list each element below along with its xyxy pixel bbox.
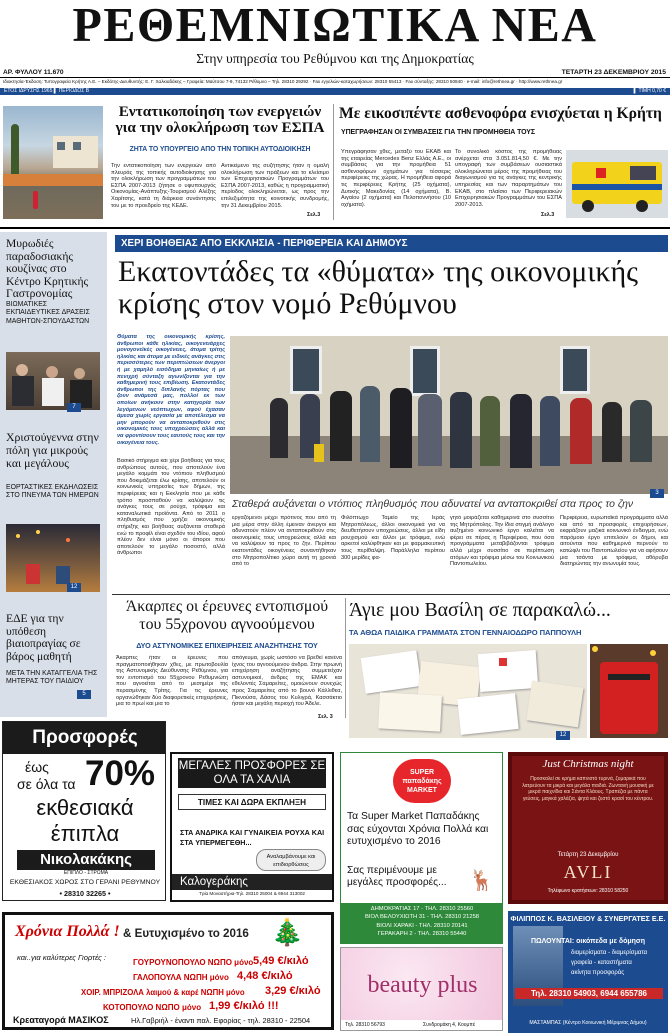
issue-number: ΑΡ. ΦΥΛΛΟΥ 11.670 [3, 69, 64, 76]
butcher-item2: ΓΑΛΟΠΟΥΛΑ ΝΩΠΗ μόνο [133, 973, 229, 982]
realestate-ad[interactable] [508, 911, 668, 1033]
ambulance-headline: Με εικοσιπέντε ασθενοφόρα ενισχύεται η Κρήτη [339, 106, 662, 122]
main-photo-caption: Σταθερά αυξάνεται ο ντόπιος πληθυσμός που αδυνατεί να ανταποκριθεί στα προς το ζην [232, 499, 634, 510]
reindeer-icon: 🦌 [469, 870, 494, 892]
furniture-ad-tel: • 28310 32265 • [59, 889, 111, 898]
realestate-l3: γραφεία - καταστήματα [571, 960, 632, 966]
christmas-night-date: Τετάρτη 23 Δεκεμβρίου [557, 852, 619, 858]
furniture-ad-brand: Νικολακάκης [17, 850, 155, 870]
santa-headline: Άγιε μου Βασίλη σε παρακαλώ... [349, 599, 611, 621]
butcher-ad[interactable] [2, 912, 334, 1030]
christmas-night-ad[interactable] [508, 752, 668, 904]
mailbox-photo [590, 644, 668, 738]
store-2: ΒΙΟΛ ΒΕΛΟΥΧΙΩΤΗ 31 - ΤΗΛ. 28310 21258 [364, 914, 480, 921]
furniture-ad-tag: ΕΠΙΠΛΟ - ΣΤΡΩΜΑ [63, 870, 109, 876]
christmas-night-tel: Τηλέφωνο κρατήσεων: 28310 58250 [547, 888, 629, 894]
carpet-ad-head: ΜΕΓΑΛΕΣ ΠΡΟΣΦΟΡΕΣ ΣΕ ΟΛΑ ΤΑ ΧΑΛΙΑ [178, 760, 326, 786]
supermarket-stores [341, 903, 503, 944]
missing-page-ref: Σελ. 3 [318, 714, 333, 720]
sidebar-story3-title: ΕΔΕ για την υπόθεση βιαιοπραγίας σε βάρος μαθητή [6, 612, 81, 663]
butcher-addr: Ηλ.Γαβριήλ - έναντι παλ. Εφορίας - τηλ. 28310 - 22504 [131, 1016, 311, 1025]
furniture-ad-foot: ΕΚΘΕΣΙΑΚΟΣ ΧΩΡΟΣ ΣΤΟ ΓΕΡΑΝΙ ΡΕΘΥΜΝΟΥ [9, 879, 161, 886]
santa-subhead: ΤΑ ΑΘΩΑ ΠΑΙΔΙΚΑ ΓΡΑΜΜΑΤΑ ΣΤΟΝ ΓΕΝΝΑΙΟΔΩΡΟ ΠΑΠΠΟΥΛΗ [349, 628, 582, 637]
publisher-info: Ιδιοκτησία-Έκδοση: Τυπογραφεία Κρήτης Α.Ε. – Εκδότης-Διευθυντής: Ε. Γ. Χαλκιαδάκης – Γραφεία: Μαύτσου 7-9, 74132 Ρέθυμνο – Τηλ. 28310 29292 · Fax εγγελιών-καταχωρήσεων: 28310 55413 · Fax σύνταξης: 28310 50840 · e-mail: info@rethnea.gr · http://www.rethnea.gr [3, 79, 563, 84]
supermarket-ad-offer: Σας περιμένουμε με μεγάλες προσφορές... [347, 865, 447, 888]
supermarket-logo [393, 759, 451, 803]
missing-subhead: ΔΥΟ ΑΣΤΥΝΟΜΙΚΕΣ ΕΠΙΧΕΙΡΗΣΕΙΣ ΑΝΑΖΗΤΗΣΗΣ ΤΟΥ [136, 641, 318, 650]
sidebar-story2-title: Χριστούγεννα στην πόλη για μικρούς και μεγάλους [6, 430, 99, 470]
butcher-price2: 4,48 €/κιλό [237, 970, 293, 982]
espa-photo [3, 106, 103, 219]
main-col1: εργαζόμενοι μέχρι πρότινος που από τη μια μέρα στην άλλη έμειναν άνεργοι και αδυνατούν πλέον να ανταποκριθούν στις οικονομικές τους υποχρεώσεις αλλά και να καλύψουν τα προς το ζην. Περίπου εκατοντάδες οικογένειες συναντήθηκαν στο Μητροπολίτικο χώρο αυτή τη χρονιά από το [232, 515, 336, 568]
beauty-addr: Συνδρομάκη 4, Κουμπέ [423, 1022, 476, 1028]
christmas-photo [6, 524, 100, 592]
christmas-night-title: Just Christmas night [542, 758, 634, 770]
issue-date: ΤΕΤΑΡΤΗ 23 ΔΕΚΕΜΒΡΙΟΥ 2015 [561, 69, 666, 76]
masthead-title: ΡΕΘΕΜΝΙΩΤΙΚΑ ΝΕΑ [72, 0, 598, 52]
main-headline: Εκατοντάδες τα «θύματα» της οικονομικής κρίσης στον νομό Ρεθύμνου [118, 255, 639, 320]
missing-col1: Άκαρπες ήταν οι έρευνες που πραγματοποιήθηκαν χθες, με πρωτοβουλία της Αστυνομικής Διεύθυνσης Ρεθύμνου, για τον εντοπισμό του 55χρονου Ρεθυμνιώτη που αγνοείται από το μεσημέρι της περασμένης Τρίτης. Για τις έρευνες οργανώθηκαν δύο διαφορετικές επιχειρήσεις, μια το πρωί και μια το [116, 655, 228, 708]
furniture-ad[interactable] [2, 721, 166, 901]
supermarket-logo-text: SUPER παπαδάκης MARKET [402, 769, 442, 794]
realestate-l1: ΠΩΛΟΥΝΤΑΙ: οικόπεδα με δόμηση [531, 938, 645, 945]
carpet-ad[interactable] [170, 752, 334, 902]
butcher-price4: 1,99 €/κιλό !!! [209, 1000, 279, 1012]
butcher-item3: ΧΟΙΡ. ΜΠΡΙΖΟΛΑ λαιμού & καρέ ΝΩΠΗ μόνο [81, 988, 245, 997]
espa-headline: Εντατικοποίηση των ενεργειών για την ολοκλήρωση των ΕΣΠΑ [115, 103, 325, 136]
main-lead: Θύματα της οικονομικής κρίσης, άνθρωποι κάθε ηλικίας, οικογενειάρχες μονογονεϊκές οικογένειες, άτομα τρίτης ηλικίας και άτομα με ειδικές ανάγκες στις περισσότερες των περιπτώσεων άνεργοι ή με χαμηλό εισόδημα μηνιαίως ή με πενιχρή σύνταξη αγωνίζονται για την καθημερινή τους επιβίωση. Εκατοντάδες άνθρωποι της διπλανής πόρτας που ζουν ανάμεσά μας, πολλοί εκ των οποίων ανήκουν στην κατηγορία των λεγόμενων νεόπτωχων, αφού έχασαν άμεσα χωρίς εργασία με αποτέλεσμα να μην μπορούν να ανταποκριθούν στις οικονομικές τους υποχρεώσεις αλλά και να φροντίσουν τους εαυτούς τους και την οικογένεια τους. [117, 334, 225, 446]
missing-col2: απόγευμα, χωρίς ωστόσο να βρεθεί κανένα ίχνος του αγνοούμενου άνδρα. Στην πρωινή επιχείρηση αναζήτησης συμμετείχαν αστυνομικοί, άνδρες της ΕΜΑΚ και εθελοντές Σαμαρείτες, ομοιώνουν συνεχώς προς Σαμαρείτες από το βουνό Κάλλιθεα, Πικνούσα, Δάσος του Κυλιγρά, Κασσάκτιο ήσαν και μεγάλη περιοχή του Άδελε. [232, 655, 342, 708]
butcher-ad-subline: και..για καλύτερες Γιορτές : [17, 953, 106, 962]
carpet-ad-foot: Τρία Μοναστήρια-Τηλ. 28310 25004 & 6944 313002 [199, 891, 305, 896]
furniture-ad-l4: έπιπλα [50, 821, 120, 846]
main-kicker: ΧΕΡΙ ΒΟΗΘΕΙΑΣ ΑΠΟ ΕΚΚΛΗΣΙΑ - ΠΕΡΙΦΕΡΕΙΑ ΚΑΙ ΔΗΜΟΥΣ [115, 235, 668, 252]
page-badge-12a: 12 [67, 583, 81, 592]
butcher-ad-wish: Χρόνια Πολλά ! [15, 923, 120, 940]
ornament-icon: 🎄 [271, 917, 304, 947]
ambulance-col2: Το συνολικό κόστος της προμήθειας ανέρχεται στα 3.051.814,50 €. Με την υπογραφή των συμβάσεων ουσιαστικά ολοκληρώνεται μέρος της προμήθειας του διαγωνισμού για τις ανάγκες της κεντρικής υπηρεσίας και των παραρτημάτων του ΕΚΑΒ, στο πλαίσιο των Περιφερειακών Επιχειρησιακών Προγραμμάτων του ΕΣΠΑ 2007-2013. [455, 149, 562, 208]
espa-col2: Αντικείμενο της συζήτησης ήταν η ομαλή ολοκλήρωση των πράξεων και το κλείσιμο των Επιχειρησιακών Προγραμμάτων του ΕΣΠΑ 2007-2013, καθώς η προγραμματική περίοδος ολοκληρώνεται, ως προς την επιλεξιμότητα της κοινοτικής συνδρομής, την 31 Δεκεμβρίου 2015. [221, 163, 329, 209]
christmas-night-body: Προσκαλεί σε κρήμα καπνιστό τυρινά, ζυμαρικά που λατρεύουν τα μικρά και μεγάλα παιδιά. Ζωντανή μουσική με μικρά παιχνίδια και Σάντα Κλάους. Τραπέζια με πάντα γεύσεις, μαγικά χαλάζια, ψητά και ζεστό κρασί του κέντρου. [522, 776, 654, 802]
butcher-brand: Κρεαταγορά ΜΑΣΙΚΟΣ [13, 1015, 109, 1025]
page-badge-12b: 12 [556, 731, 570, 740]
founded-label: ΕΤΟΣ ΙΔΡΥΣΗΣ 1965 ▌ ΠΕΡΙΟΔΟΣ Β [4, 88, 90, 94]
butcher-item1: ΓΟΥΡΟΥΝΟΠΟΥΛΟ ΝΩΠΟ μόνο [133, 958, 254, 967]
main-col2: Φιλόπτωχο Ταμείο της Ιεράς Μητροπόλεως, άλλοι οικονομικά για να διευθετήσουν υποχρεώσεις, άλλοι με είδη ρουχισμού και άλλοι με τρόφιμα, ενώ αρκετοί καλύφθηκαν και με φαρμακευτική τους περίθαλψη. Παράλληλα περίπου 300 μερίδες φα- [341, 515, 445, 561]
ambulance-col1: Υπεγράφησαν χθες, μεταξύ του ΕΚΑΒ και της εταιρείας Mercedes Benz Ελλάς Α.Ε., οι συμβάσεις για την προμήθεια 51 ασθενοφόρων οχημάτων για τέσσερις περιφέρειες της χώρας. Η προμήθεια αφορά τις περιφέρειες Κρήτης (25 οχήματα), Δυτικής Μακεδονίας (14 οχήματα), Β. Αιγαίου (2 οχήματα) και Πελοποννήσου (10 οχήματα). [341, 149, 451, 208]
store-3: ΒΙΟΛΙ ΧΑΡΑΚΙ - ΤΗΛ. 28310 20141 [376, 922, 468, 929]
sidebar-story1-title: Μυρωδιές παραδοσιακής κουζίνας στο Κέντρο Κρητικής Γαστρονομίας [6, 237, 89, 301]
sidebar-story3-sub: ΜΕΤΑ ΤΗΝ ΚΑΤΑΓΓΕΛΙΑ ΤΗΣ ΜΗΤΕΡΑΣ ΤΟΥ ΠΑΙΔΙΟΥ [6, 670, 98, 686]
supermarket-ad[interactable] [340, 752, 503, 944]
supermarket-ad-text: Τα Super Market Παπαδάκης σας εύχονται Χρόνια Πολλά και ευτυχισμένο το 2016 [347, 811, 489, 847]
espa-page-ref: Σελ.3 [307, 212, 321, 218]
page-badge-7: 7 [67, 403, 81, 412]
masthead-subtitle: Στην υπηρεσία του Ρεθύμνου και της Δημοκρατίας [196, 51, 474, 66]
store-1: ΔΗΜΟΚΡΑΤΙΑΣ 17 - ΤΗΛ. 28310 25560 [370, 906, 474, 912]
beauty-brand: beauty plus [367, 972, 478, 998]
sidebar-story2-sub: ΕΟΡΤΑΣΤΙΚΕΣ ΕΚΔΗΛΩΣΕΙΣ ΣΤΟ ΠΝΕΥΜΑ ΤΩΝ ΗΜΕΡΩΝ [6, 484, 99, 500]
ambulance-photo [566, 150, 668, 218]
realestate-foot: ΜΑΣΤΑΜΠΑΣ (Κέντρο Κοινωνική Μέριμνας Δήμου) [529, 1020, 647, 1026]
christmas-night-brand: AVLI [563, 862, 613, 882]
carpet-ad-brand: Καλογεράκης [172, 874, 332, 890]
page-badge-5: 5 [77, 690, 91, 699]
main-photo [230, 336, 668, 494]
furniture-ad-l2: σε όλα τα [17, 776, 76, 792]
beauty-tel: Τηλ. 28310 56793 [345, 1022, 385, 1028]
gastronomy-photo [6, 352, 100, 410]
butcher-price1: 5,49 €/κιλό [253, 955, 309, 967]
letters-photo [349, 644, 587, 738]
butcher-ad-year: & Ευτυχισμένο το 2016 [123, 927, 249, 940]
carpet-ad-text: ΣΤΑ ΑΝΔΡΙΚΑ ΚΑΙ ΓΥΝΑΙΚΕΙΑ ΡΟΥΧΑ ΚΑΙ ΣΤΑ ΥΠΕΡΜΕΓΕΘΗ... [180, 828, 325, 847]
price-label: ▌ ΤΙΜΗ 0,70 € [633, 88, 666, 94]
butcher-price3: 3,29 €/κιλό [265, 985, 321, 997]
furniture-ad-head: Προσφορές [3, 722, 166, 754]
masthead-band [0, 88, 670, 95]
furniture-ad-l3: εκθεσιακά [36, 795, 134, 820]
store-4: ΓΕΡΑΚΑΡΗ 2 - ΤΗΛ. 28310 55440 [377, 931, 467, 938]
realestate-head: ΦΙΛΙΠΠΟΣ Κ. ΒΑΣΙΛΕΙΟΥ & ΣΥΝΕΡΓΑΤΕΣ Ε.Ε. [510, 914, 666, 923]
espa-subhead: ΖΗΤΑ ΤΟ ΥΠΟΥΡΓΕΙΟ ΑΠΟ ΤΗΝ ΤΟΠΙΚΗ ΑΥΤΟΔΙΟΙΚΗΣΗ [129, 146, 311, 153]
beauty-ad[interactable] [340, 947, 503, 1031]
realestate-l4: ακίνητα προσφοράς [571, 970, 625, 976]
carpet-ad-bar: ΤΙΜΕΣ ΚΑΙ ΔΩΡΑ ΕΚΠΛΗΞΗ [178, 794, 326, 810]
main-col4: Περιφέρεια, ευρωπαϊκά προγράμματα αλλά και από τα προσφορές επιχειρήσεων, εκφράζουν μαζικά κοινωνικό ένδειγμα, ενώ παρόμοιο έργο επιτελούν οι δήμοι, και αιτούνται που καθημερινά περνούν το κατώφλι του Παντοπωλείου για να αφήσουν μια τσάντα με τρόφιμα, αθόρυβα διατηρώντας την ανωνυμία τους. [560, 515, 668, 568]
ambulance-page-ref: Σελ.3 [541, 212, 555, 218]
ambulance-subhead: ΥΠΕΓΡΑΦΗΣΑΝ ΟΙ ΣΥΜΒΑΣΕΙΣ ΓΙΑ ΤΗΝ ΠΡΟΜΗΘΕΙΑ ΤΟΥΣ [341, 129, 535, 136]
butcher-item4: ΚΟΤΟΠΟΥΛΟ ΝΩΠΟ μόνο [103, 1003, 202, 1012]
sidebar-story1-sub: ΒΙΩΜΑΤΙΚΕΣ ΕΚΠΑΙΔΕΥΤΙΚΕΣ ΔΡΑΣΕΙΣ ΜΑΘΗΤΩΝ-ΣΠΟΥΔΑΣΤΩΝ [6, 301, 90, 325]
furniture-ad-pct: 70% [85, 754, 156, 793]
carpet-ad-badge: Αναλαμβάνουμε και επιδιορθώσεις [256, 849, 326, 871]
realestate-l2: διαμερίσματα - διαμερίσματα [571, 950, 648, 956]
furniture-ad-l1: έως [25, 759, 49, 775]
realestate-tel: Τηλ. 28310 54903, 6944 655786 [515, 988, 663, 999]
espa-col1: Την εντατικοποίηση των ενεργειών από πλευράς της τοπικής αυτοδιοίκησης για την ολοκλήρωση των προγραμμάτων του ΕΣΠΑ 2007-2013 ζήτησε ο υφυπουργός Οικονομίας-Ανάπτυξης-Τουρισμού Αλέξης Χαρίτσης, κατά τη διάρκεια συνάντησης του με το προεδρείο της ΚΕΔΕ. [111, 163, 216, 209]
page-badge-3: 3 [650, 489, 664, 498]
main-body: Βασικό στήριγμα και χέρι βοήθειας για τους ανθρώπους αυτούς, που αποτελούν ένα μεγάλο κομμάτι του ντόπιου πληθυσμού που δοκιμάζεται έλω κρίσης, αποτελούν οι κοινωνικές υπηρεσίες των δήμων, της περιφέρειας και η Εκκλησία που με κάθε τρόπο προσπαθούν να καλύψουν τις ανάγκες τους σε ρούχα, τρόφιμα και καταναλωτικά προϊόντα. Από το 2011 ο πληθυσμός που χρήζει οικονομικής στήριξης και βοήθειας αυξάνεται σταθερά ενώ το προφίλ είναι σχεδόν του ιδίου, αφού πλέον δεν είναι μόνο οι άποροι που αποτελούν το μεγάλο ποσοστό, αλλά άνθρωποι [117, 458, 225, 557]
missing-headline: Άκαρπες οι έρευνες εντοπισμού του 55χρονου αγνοούμενου [125, 598, 329, 633]
main-col3: γητό μοιράζεται καθημερινά στο συσσίτιο της Μητρόπολης. Την ίδια στιγμή ανάλογο αυξημένο κοινωνικό έργο καλείται να φέρει σε πέρας η Περιφέρεια, που όσα προγράμματα μεταβιβάζονται τρόφιμα αλλά μέχρι συσσίτιο σε περίπτωση ατόμων και τρόφιμα μέσω του Κοινωνικού Παντοπωλείου. [450, 515, 554, 568]
